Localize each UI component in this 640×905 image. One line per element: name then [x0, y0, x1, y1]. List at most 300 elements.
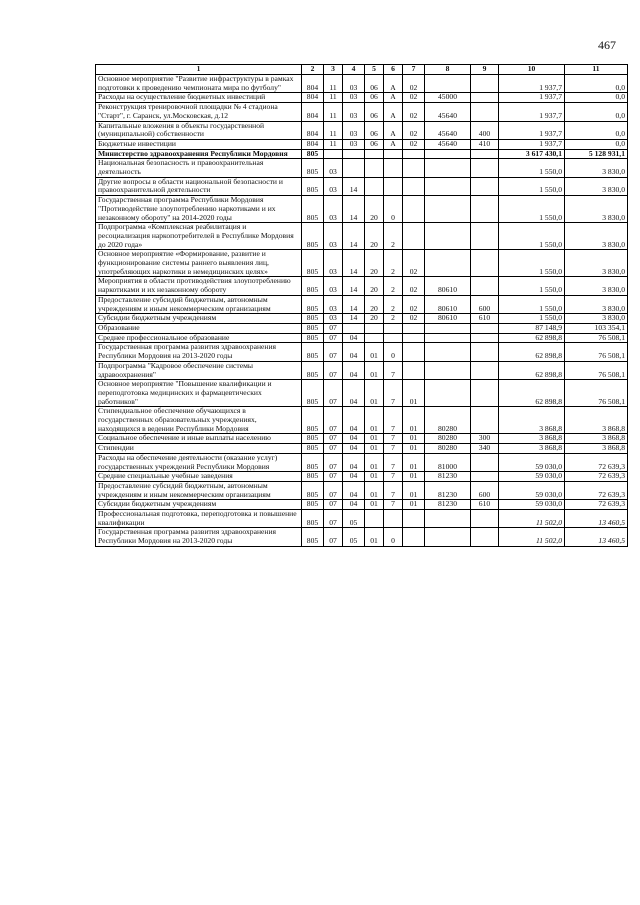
- code-expense-type: [471, 223, 499, 250]
- amount-year-1: 1 937,7: [499, 121, 565, 139]
- code-subprogram: 7: [384, 481, 403, 499]
- amount-year-2: 0,0: [565, 75, 628, 93]
- amount-year-1: 1 550,0: [499, 295, 565, 313]
- code-direction: [425, 333, 471, 343]
- column-header: 5: [365, 65, 384, 75]
- column-header: 9: [471, 65, 499, 75]
- code-subprogram: 2: [384, 223, 403, 250]
- amount-year-1: 59 030,0: [499, 481, 565, 499]
- code-ministry: 805: [302, 481, 324, 499]
- code-section: 07: [324, 333, 343, 343]
- code-event: 01: [403, 444, 425, 454]
- code-expense-type: [471, 177, 499, 195]
- code-program: 20: [365, 196, 384, 223]
- code-direction: 80610: [425, 277, 471, 295]
- code-expense-type: 400: [471, 121, 499, 139]
- code-subprogram: [384, 177, 403, 195]
- code-program: [365, 323, 384, 333]
- code-event: [403, 343, 425, 361]
- code-subsection: 04: [343, 500, 365, 510]
- code-ministry: 805: [302, 407, 324, 434]
- amount-year-1: 1 937,7: [499, 139, 565, 149]
- code-section: 07: [324, 407, 343, 434]
- code-program: 01: [365, 500, 384, 510]
- code-event: 01: [403, 453, 425, 471]
- column-header: 3: [324, 65, 343, 75]
- code-section: 11: [324, 93, 343, 103]
- code-event: 02: [403, 277, 425, 295]
- code-ministry: 805: [302, 314, 324, 324]
- table-row: [96, 380, 628, 407]
- amount-year-1: 1 550,0: [499, 223, 565, 250]
- code-expense-type: [471, 103, 499, 121]
- code-ministry: 804: [302, 121, 324, 139]
- code-subsection: 04: [343, 407, 365, 434]
- code-section: 03: [324, 196, 343, 223]
- code-ministry: 805: [302, 500, 324, 510]
- code-ministry: 805: [302, 510, 324, 528]
- code-expense-type: [471, 323, 499, 333]
- amount-year-2: 72 639,3: [565, 500, 628, 510]
- code-subsection: 04: [343, 380, 365, 407]
- code-program: 01: [365, 528, 384, 546]
- code-subprogram: 7: [384, 407, 403, 434]
- code-direction: [425, 159, 471, 177]
- amount-year-2: 3 868,8: [565, 444, 628, 454]
- code-subprogram: 7: [384, 472, 403, 482]
- row-name: Среднее профессиональное образование: [96, 333, 302, 343]
- code-section: 11: [324, 139, 343, 149]
- code-expense-type: [471, 277, 499, 295]
- code-subsection: 03: [343, 139, 365, 149]
- code-ministry: 805: [302, 528, 324, 546]
- column-header: 7: [403, 65, 425, 75]
- code-ministry: 805: [302, 380, 324, 407]
- column-header: 11: [565, 65, 628, 75]
- column-header: 8: [425, 65, 471, 75]
- code-direction: [425, 177, 471, 195]
- code-subsection: 14: [343, 314, 365, 324]
- amount-year-2: 3 830,0: [565, 223, 628, 250]
- code-ministry: 805: [302, 196, 324, 223]
- amount-year-2: 3 830,0: [565, 177, 628, 195]
- code-section: [324, 149, 343, 159]
- code-subsection: 14: [343, 223, 365, 250]
- code-ministry: 804: [302, 93, 324, 103]
- amount-year-1: 1 550,0: [499, 314, 565, 324]
- code-section: 03: [324, 314, 343, 324]
- code-direction: 81230: [425, 481, 471, 499]
- code-section: 07: [324, 323, 343, 333]
- amount-year-1: 62 898,8: [499, 343, 565, 361]
- code-direction: [425, 380, 471, 407]
- amount-year-1: 1 937,7: [499, 93, 565, 103]
- code-program: 20: [365, 277, 384, 295]
- amount-year-2: 103 354,1: [565, 323, 628, 333]
- code-expense-type: 340: [471, 444, 499, 454]
- row-name: Подпрограмма "Кадровое обеспечение системы здравоохранения": [96, 361, 302, 379]
- code-direction: 80610: [425, 295, 471, 313]
- code-section: 07: [324, 472, 343, 482]
- amount-year-1: 62 898,8: [499, 380, 565, 407]
- amount-year-1: 3 868,8: [499, 407, 565, 434]
- code-expense-type: 610: [471, 500, 499, 510]
- code-subsection: [343, 159, 365, 177]
- code-section: 03: [324, 250, 343, 277]
- code-subprogram: 0: [384, 196, 403, 223]
- code-ministry: 804: [302, 103, 324, 121]
- row-name: Расходы на обеспечение деятельности (оказание услуг) государственных учреждений Республики Мордовия: [96, 453, 302, 471]
- table-row: [96, 295, 628, 313]
- code-program: 06: [365, 75, 384, 93]
- code-program: 20: [365, 250, 384, 277]
- code-subsection: 04: [343, 472, 365, 482]
- amount-year-1: 62 898,8: [499, 333, 565, 343]
- code-subprogram: [384, 159, 403, 177]
- amount-year-1: 11 502,0: [499, 510, 565, 528]
- row-name: Субсидии бюджетным учреждениям: [96, 500, 302, 510]
- table-row: [96, 472, 628, 482]
- row-name: Мероприятия в области противодействия злоупотреблению наркотиками и их незаконному обороту: [96, 277, 302, 295]
- code-ministry: 805: [302, 434, 324, 444]
- code-expense-type: 600: [471, 295, 499, 313]
- code-subsection: 04: [343, 361, 365, 379]
- amount-year-1: 59 030,0: [499, 472, 565, 482]
- code-program: [365, 333, 384, 343]
- row-name: Государственная программа Республики Мордовия "Противодействие злоупотреблению наркотиками и их незаконному обороту" на 2014-2020 годы: [96, 196, 302, 223]
- amount-year-2: 13 460,5: [565, 510, 628, 528]
- code-subsection: 05: [343, 528, 365, 546]
- table-body: [96, 75, 628, 547]
- table-row: [96, 510, 628, 528]
- code-event: [403, 196, 425, 223]
- code-ministry: 805: [302, 472, 324, 482]
- row-name: Стипендиальное обеспечение обучающихся в государственных образовательных учреждениях, находящихся в ведении Республики Мордовия: [96, 407, 302, 434]
- code-program: [365, 149, 384, 159]
- code-event: [403, 323, 425, 333]
- code-program: 01: [365, 453, 384, 471]
- table-row: [96, 343, 628, 361]
- code-subsection: 04: [343, 481, 365, 499]
- code-section: 03: [324, 159, 343, 177]
- code-event: [403, 223, 425, 250]
- row-name: Государственная программа развития здравоохранения Республики Мордовия на 2013-2020 годы: [96, 528, 302, 546]
- code-program: 06: [365, 121, 384, 139]
- column-header: 4: [343, 65, 365, 75]
- amount-year-1: 3 617 430,1: [499, 149, 565, 159]
- row-name: Образование: [96, 323, 302, 333]
- code-expense-type: [471, 528, 499, 546]
- code-section: 07: [324, 343, 343, 361]
- code-event: 02: [403, 250, 425, 277]
- code-program: 06: [365, 93, 384, 103]
- code-expense-type: [471, 453, 499, 471]
- row-name: Предоставление субсидий бюджетным, автономным учреждениям и иным некоммерческим организациям: [96, 295, 302, 313]
- code-subprogram: А: [384, 75, 403, 93]
- code-subsection: 03: [343, 75, 365, 93]
- amount-year-1: 1 550,0: [499, 277, 565, 295]
- row-name: Национальная безопасность и правоохранительная деятельность: [96, 159, 302, 177]
- code-subprogram: 2: [384, 250, 403, 277]
- amount-year-2: 3 830,0: [565, 196, 628, 223]
- code-subsection: 14: [343, 250, 365, 277]
- code-section: 07: [324, 528, 343, 546]
- code-subprogram: [384, 333, 403, 343]
- code-ministry: 805: [302, 277, 324, 295]
- column-header: 10: [499, 65, 565, 75]
- code-subprogram: 0: [384, 343, 403, 361]
- amount-year-1: 3 868,8: [499, 444, 565, 454]
- code-section: 11: [324, 75, 343, 93]
- code-ministry: 805: [302, 343, 324, 361]
- code-subprogram: 7: [384, 361, 403, 379]
- code-direction: [425, 343, 471, 361]
- table-row: [96, 277, 628, 295]
- amount-year-1: 62 898,8: [499, 361, 565, 379]
- code-event: 01: [403, 407, 425, 434]
- code-expense-type: [471, 250, 499, 277]
- amount-year-2: 0,0: [565, 103, 628, 121]
- amount-year-1: 1 550,0: [499, 177, 565, 195]
- code-direction: [425, 75, 471, 93]
- code-subprogram: 7: [384, 434, 403, 444]
- code-ministry: 805: [302, 295, 324, 313]
- table-row: [96, 177, 628, 195]
- code-ministry: 805: [302, 149, 324, 159]
- code-event: 02: [403, 121, 425, 139]
- code-program: 01: [365, 343, 384, 361]
- code-section: 03: [324, 277, 343, 295]
- code-program: 01: [365, 380, 384, 407]
- code-ministry: 805: [302, 453, 324, 471]
- code-program: 01: [365, 434, 384, 444]
- code-ministry: 805: [302, 444, 324, 454]
- code-ministry: 805: [302, 250, 324, 277]
- row-name: Реконструкция тренировочной площадки № 4 стадиона "Старт", г. Саранск, ул.Московская, д.12: [96, 103, 302, 121]
- code-program: 20: [365, 295, 384, 313]
- code-event: 01: [403, 380, 425, 407]
- table-row: [96, 333, 628, 343]
- code-section: 07: [324, 481, 343, 499]
- code-direction: 80280: [425, 434, 471, 444]
- code-program: 01: [365, 472, 384, 482]
- code-ministry: 805: [302, 333, 324, 343]
- code-subsection: [343, 323, 365, 333]
- code-section: 07: [324, 444, 343, 454]
- code-direction: [425, 196, 471, 223]
- amount-year-2: 13 460,5: [565, 528, 628, 546]
- code-program: 20: [365, 223, 384, 250]
- amount-year-1: 11 502,0: [499, 528, 565, 546]
- code-expense-type: [471, 472, 499, 482]
- code-subsection: 14: [343, 177, 365, 195]
- code-event: 01: [403, 434, 425, 444]
- table-row: [96, 528, 628, 546]
- code-expense-type: [471, 149, 499, 159]
- table-row: [96, 407, 628, 434]
- table-row: [96, 314, 628, 324]
- amount-year-1: 1 550,0: [499, 250, 565, 277]
- code-subsection: 03: [343, 121, 365, 139]
- code-section: 07: [324, 500, 343, 510]
- table-row: [96, 250, 628, 277]
- code-direction: 80280: [425, 407, 471, 434]
- row-name: Социальное обеспечение и иные выплаты населению: [96, 434, 302, 444]
- code-ministry: 805: [302, 159, 324, 177]
- amount-year-1: 87 148,9: [499, 323, 565, 333]
- amount-year-1: 1 550,0: [499, 159, 565, 177]
- amount-year-2: 76 508,1: [565, 343, 628, 361]
- code-subsection: 04: [343, 434, 365, 444]
- code-program: [365, 177, 384, 195]
- row-name: Основное мероприятие «Формирование, развитие и функционирование системы раннего выявления лиц, употребляющих наркотики в немедицинских целях»: [96, 250, 302, 277]
- amount-year-1: 1 550,0: [499, 196, 565, 223]
- table-row: [96, 444, 628, 454]
- row-name: Подпрограмма «Комплексная реабилитация и ресоциализация наркопотребителей в Республике Мордовия до 2020 года»: [96, 223, 302, 250]
- row-name: Расходы на осуществление бюджетных инвестиций: [96, 93, 302, 103]
- table-row: [96, 149, 628, 159]
- row-name: Министерство здравоохранения Республики Мордовия: [96, 149, 302, 159]
- code-section: 03: [324, 223, 343, 250]
- code-expense-type: 610: [471, 314, 499, 324]
- code-event: 02: [403, 295, 425, 313]
- table-row: [96, 223, 628, 250]
- code-direction: [425, 510, 471, 528]
- table-row: [96, 196, 628, 223]
- code-expense-type: [471, 333, 499, 343]
- code-subprogram: 7: [384, 500, 403, 510]
- code-section: 11: [324, 121, 343, 139]
- table-row: [96, 481, 628, 499]
- code-direction: 80610: [425, 314, 471, 324]
- code-event: [403, 528, 425, 546]
- code-ministry: 804: [302, 75, 324, 93]
- row-name: Капитальные вложения в объекты государственной (муниципальной) собственности: [96, 121, 302, 139]
- code-subprogram: [384, 323, 403, 333]
- code-section: 07: [324, 361, 343, 379]
- code-ministry: 805: [302, 361, 324, 379]
- table-header-row: [96, 65, 628, 75]
- code-subsection: 04: [343, 453, 365, 471]
- code-event: 02: [403, 139, 425, 149]
- code-event: 02: [403, 314, 425, 324]
- table-row: [96, 75, 628, 93]
- table-row: [96, 453, 628, 471]
- code-section: 07: [324, 434, 343, 444]
- row-name: Основное мероприятие "Развитие инфраструктуры в рамках подготовки к проведению чемпионата мира по футболу": [96, 75, 302, 93]
- code-subprogram: А: [384, 93, 403, 103]
- row-name: Другие вопросы в области национальной безопасности и правоохранительной деятельности: [96, 177, 302, 195]
- table-row: [96, 121, 628, 139]
- row-name: Стипендии: [96, 444, 302, 454]
- row-name: Основное мероприятие "Повышение квалификации и переподготовка медицинских и фармацевтических работников": [96, 380, 302, 407]
- code-event: 02: [403, 75, 425, 93]
- code-subprogram: 2: [384, 277, 403, 295]
- amount-year-1: 1 937,7: [499, 75, 565, 93]
- code-subprogram: 7: [384, 444, 403, 454]
- amount-year-2: 3 830,0: [565, 277, 628, 295]
- code-expense-type: 410: [471, 139, 499, 149]
- code-program: 20: [365, 314, 384, 324]
- code-section: 03: [324, 295, 343, 313]
- amount-year-2: 72 639,3: [565, 472, 628, 482]
- code-event: [403, 333, 425, 343]
- code-expense-type: [471, 93, 499, 103]
- column-header: 6: [384, 65, 403, 75]
- code-expense-type: [471, 196, 499, 223]
- code-expense-type: [471, 510, 499, 528]
- code-section: 07: [324, 510, 343, 528]
- code-event: 01: [403, 481, 425, 499]
- code-subprogram: А: [384, 103, 403, 121]
- code-section: 07: [324, 453, 343, 471]
- amount-year-2: 3 868,8: [565, 434, 628, 444]
- amount-year-1: 1 937,7: [499, 103, 565, 121]
- code-direction: 45000: [425, 93, 471, 103]
- code-direction: [425, 223, 471, 250]
- code-expense-type: [471, 380, 499, 407]
- row-name: Профессиональная подготовка, переподготовка и повышение квалификации: [96, 510, 302, 528]
- code-ministry: 804: [302, 139, 324, 149]
- code-subprogram: 2: [384, 295, 403, 313]
- code-direction: 81230: [425, 500, 471, 510]
- code-subsection: 03: [343, 103, 365, 121]
- code-event: [403, 159, 425, 177]
- row-name: Государственная программа развития здравоохранения Республики Мордовия на 2013-2020 годы: [96, 343, 302, 361]
- code-event: [403, 361, 425, 379]
- code-subprogram: 7: [384, 453, 403, 471]
- code-subprogram: [384, 510, 403, 528]
- code-event: [403, 177, 425, 195]
- code-program: 01: [365, 361, 384, 379]
- code-subsection: 04: [343, 444, 365, 454]
- table-row: [96, 500, 628, 510]
- code-direction: 80280: [425, 444, 471, 454]
- code-subprogram: А: [384, 121, 403, 139]
- row-name: Бюджетные инвестиции: [96, 139, 302, 149]
- row-name: Средние специальные учебные заведения: [96, 472, 302, 482]
- code-ministry: 805: [302, 223, 324, 250]
- amount-year-2: 3 830,0: [565, 159, 628, 177]
- code-expense-type: 300: [471, 434, 499, 444]
- code-subprogram: 0: [384, 528, 403, 546]
- code-ministry: 805: [302, 177, 324, 195]
- code-section: 03: [324, 177, 343, 195]
- code-subsection: 05: [343, 510, 365, 528]
- code-event: 02: [403, 93, 425, 103]
- code-subprogram: 2: [384, 314, 403, 324]
- amount-year-1: 3 868,8: [499, 434, 565, 444]
- amount-year-2: 76 508,1: [565, 333, 628, 343]
- code-expense-type: [471, 407, 499, 434]
- amount-year-2: 76 508,1: [565, 361, 628, 379]
- amount-year-2: 0,0: [565, 93, 628, 103]
- column-header: 2: [302, 65, 324, 75]
- code-direction: 45640: [425, 121, 471, 139]
- code-program: 06: [365, 139, 384, 149]
- code-direction: 81230: [425, 472, 471, 482]
- code-ministry: 805: [302, 323, 324, 333]
- code-direction: [425, 323, 471, 333]
- code-subsection: 04: [343, 343, 365, 361]
- code-expense-type: [471, 343, 499, 361]
- amount-year-2: 76 508,1: [565, 380, 628, 407]
- table-row: [96, 93, 628, 103]
- code-subsection: 03: [343, 93, 365, 103]
- row-name: Предоставление субсидий бюджетным, автономным учреждениям и иным некоммерческим организациям: [96, 481, 302, 499]
- amount-year-2: 72 639,3: [565, 453, 628, 471]
- page-number: 467: [598, 38, 616, 52]
